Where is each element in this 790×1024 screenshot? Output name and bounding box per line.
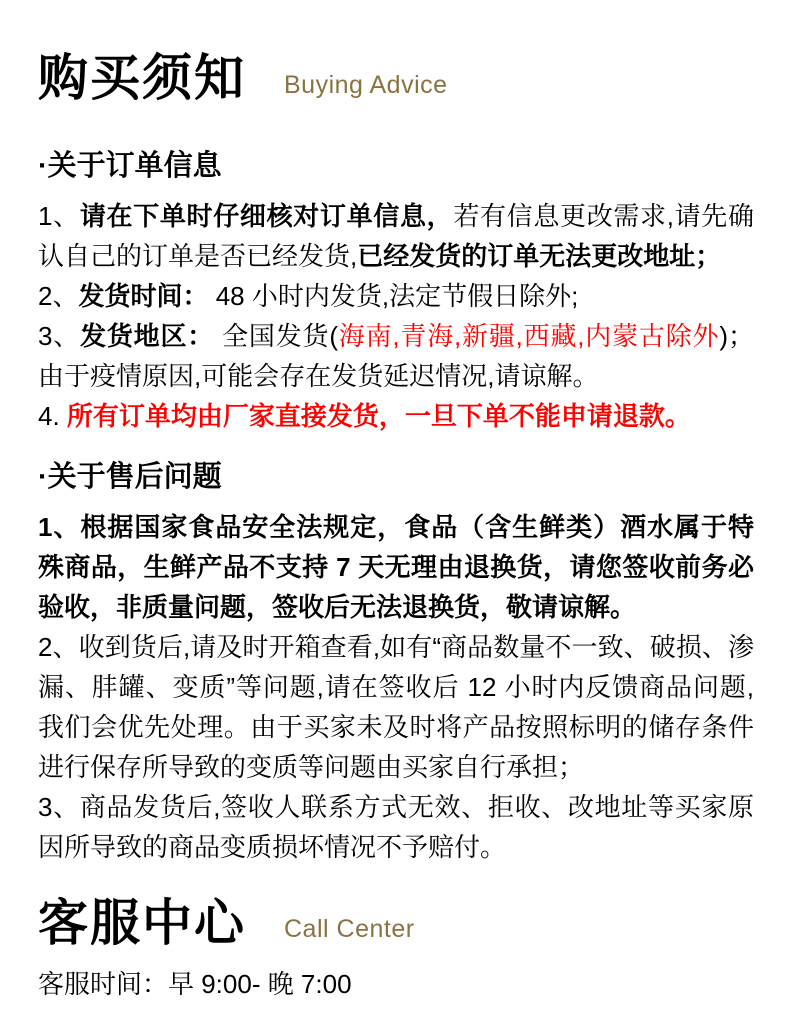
after-sales-body: [38, 507, 754, 867]
call-center-title-cn: 客服中心: [38, 892, 246, 952]
order-info-body: [38, 196, 754, 436]
notice-paragraph: [38, 396, 754, 436]
notice-paragraph: [38, 196, 754, 276]
notice-paragraph: [38, 787, 754, 867]
notice-text-segment: 全国发货(: [214, 320, 338, 351]
order-info-heading: ·关于订单信息: [38, 150, 222, 182]
notice-text-segment: 发货地区：: [80, 320, 215, 351]
notice-text-segment: 1、: [38, 200, 80, 231]
notice-text-segment: 海南,青海,新疆,西藏,内蒙古除外: [337, 320, 720, 351]
notice-text-segment: 已经发货的订单无法更改地址；: [357, 240, 722, 271]
notice-text-segment: )；由于疫情原因,可能会存在发货延迟情况,请谅解。: [38, 320, 754, 391]
buying-advice-title-en: Buying Advice: [284, 70, 448, 99]
notice-text-segment: 1、根据国家食品安全法规定，食品（含生鲜类）酒水属于特殊商品，生鲜产品不支持 7 天无理由退换货，请您签收前务必验收，非质量问题，签收后无法退换货，敬请谅解。: [38, 511, 754, 622]
notice-text-segment: 2、收到货后,请及时开箱查看,如有“商品数量不一致、破损、渗漏、肨罐、变质”等问题,请在签收后 12 小时内反馈商品问题,我们会优先处理。由于买家未及时将产品按照标明的储存条件进行保存所导致的变质等问题由买家自行承担；: [38, 631, 754, 782]
call-center-header: [38, 892, 754, 952]
buying-advice-header: [38, 50, 754, 105]
notice-paragraph: [38, 316, 754, 396]
notice-paragraph: [38, 507, 754, 627]
notice-text-segment: 若有信息更改需求,请先确认自己的订单是否已经发货,: [38, 200, 754, 271]
notice-paragraph: [38, 627, 754, 787]
notice-paragraph: [38, 276, 754, 316]
notice-text-segment: 请在下单时仔细核对订单信息，: [79, 200, 454, 231]
notice-text-segment: 发货时间：: [78, 280, 209, 311]
after-sales-heading: ·关于售后问题: [38, 460, 222, 493]
notice-text-segment: 所有订单均由厂家直接发货，一旦下单不能申请退款。: [66, 400, 691, 431]
buying-advice-title-cn: 购买须知: [38, 48, 246, 107]
call-center-title-en: Call Center: [284, 915, 415, 944]
notice-text-segment: 4.: [38, 400, 67, 431]
notice-text-segment: 3、: [38, 320, 81, 351]
notice-text-segment: 2、: [38, 280, 79, 311]
service-hours: 客服时间：早 9:00- 晚 7:00: [38, 968, 352, 999]
notice-text-segment: 3、商品发货后,签收人联系方式无效、拒收、改地址等买家原因所导致的商品变质损坏情况不予赔付。: [38, 791, 754, 862]
notice-text-segment: 48 小时内发货,法定节假日除外;: [208, 280, 579, 311]
